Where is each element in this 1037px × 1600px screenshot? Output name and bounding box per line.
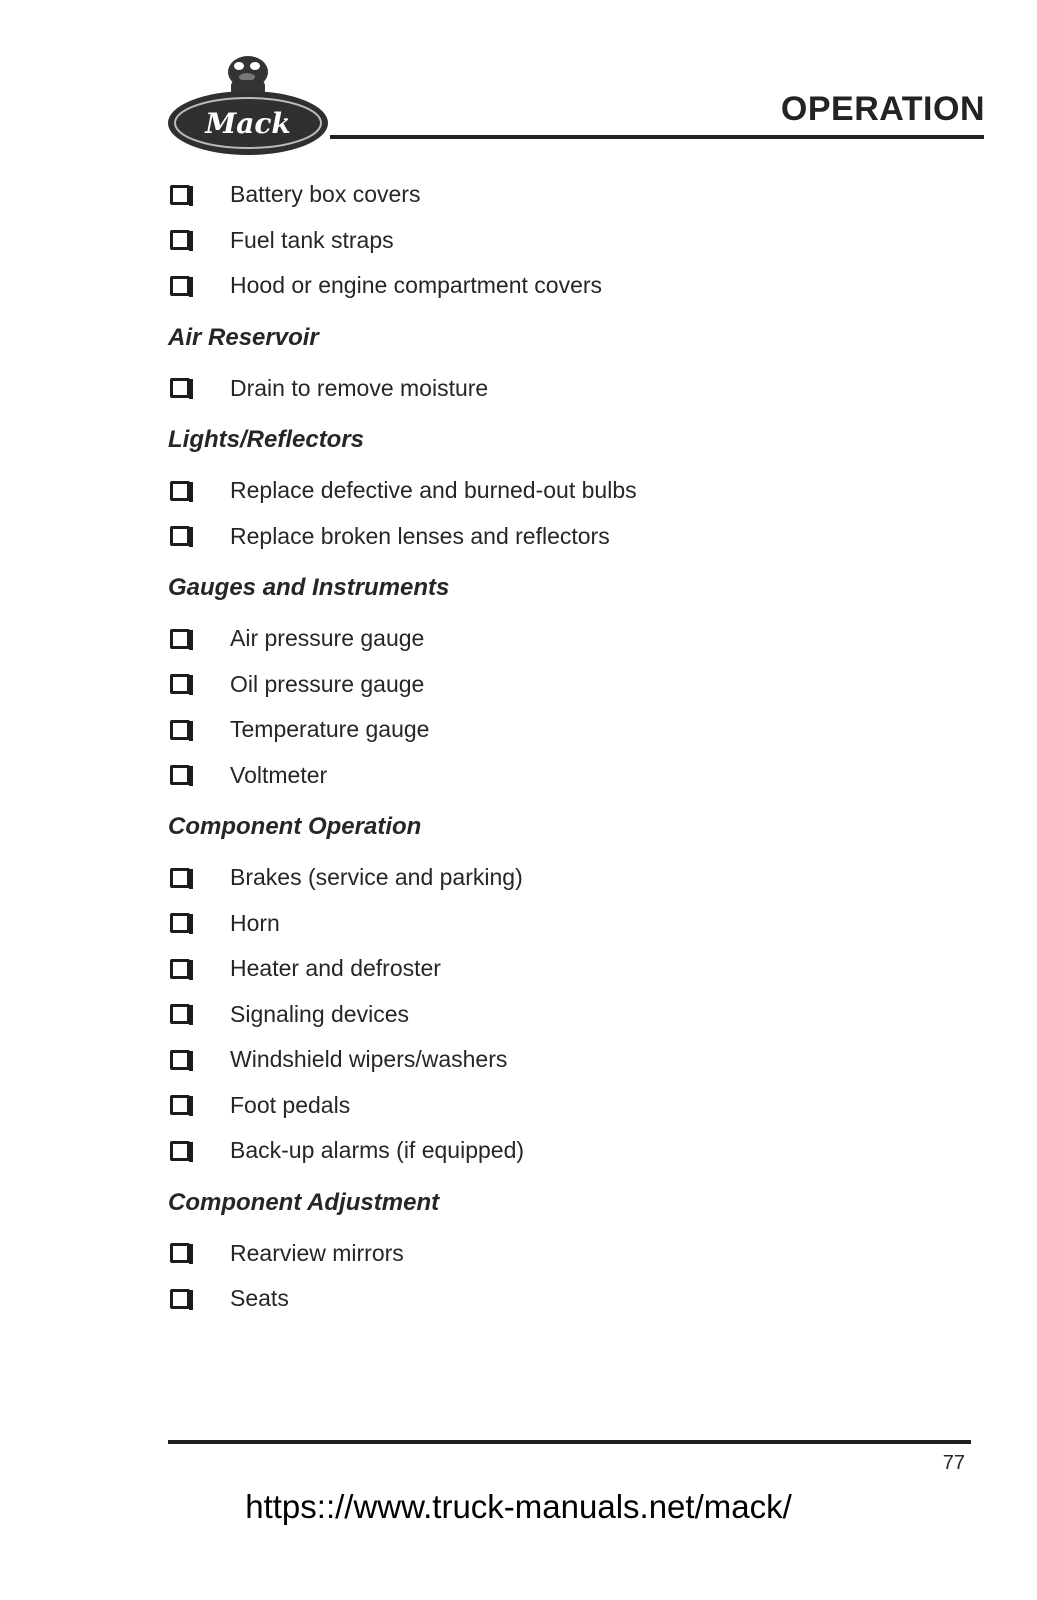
checklist-item — [168, 1276, 968, 1322]
page-number: 77 — [942, 1452, 965, 1474]
checklist-item — [168, 1231, 968, 1277]
checklist-item-label: Replace defective and burned-out bulbs — [230, 477, 637, 504]
checklist-item — [168, 366, 968, 412]
mack-logo — [163, 50, 333, 160]
checklist-item — [168, 514, 968, 560]
section-heading: Component Adjustment — [168, 1188, 440, 1216]
checklist-item — [168, 1083, 968, 1129]
checklist-item-label: Back-up alarms (if equipped) — [230, 1137, 525, 1164]
checkbox-icon[interactable] — [170, 1243, 190, 1263]
checkbox-icon[interactable] — [170, 1004, 190, 1024]
checkbox-icon[interactable] — [170, 1050, 190, 1070]
checkbox-icon[interactable] — [170, 959, 190, 979]
checkbox-icon[interactable] — [170, 378, 190, 398]
checklist-item — [168, 263, 968, 309]
checklist-item — [168, 707, 968, 753]
source-url: https:://www.truck-manuals.net/mack/ — [245, 1488, 792, 1525]
checklist-item-label: Oil pressure gauge — [230, 670, 425, 697]
checklist-item — [168, 468, 968, 514]
checklist-item — [168, 616, 968, 662]
checklist-item-label: Voltmeter — [230, 761, 328, 788]
footer-divider — [168, 1440, 971, 1444]
header-divider — [330, 135, 984, 139]
bulldog-icon — [228, 56, 268, 96]
checkbox-icon[interactable] — [170, 481, 190, 501]
section-heading: Lights/Reflectors — [168, 426, 365, 453]
logo-text: Mack — [205, 107, 291, 140]
checklist-item-label: Foot pedals — [230, 1091, 351, 1118]
checklist-item-label: Battery box covers — [230, 181, 421, 208]
checklist-item — [168, 992, 968, 1038]
checkbox-icon[interactable] — [170, 185, 190, 205]
checkbox-icon[interactable] — [170, 674, 190, 694]
checkbox-icon[interactable] — [170, 230, 190, 250]
checklist-item-label: Heater and defroster — [230, 955, 441, 982]
checklist-item-label: Replace broken lenses and reflectors — [230, 522, 610, 549]
checklist-item-label: Horn — [230, 909, 280, 936]
checklist-item — [168, 753, 968, 799]
checklist-item-label: Air pressure gauge — [230, 625, 425, 652]
checklist-item-label: Signaling devices — [230, 1000, 410, 1027]
checkbox-icon[interactable] — [170, 526, 190, 546]
checkbox-icon[interactable] — [170, 629, 190, 649]
section-heading: Component Operation — [168, 813, 422, 840]
checklist-item — [168, 1037, 968, 1083]
checkbox-icon[interactable] — [170, 1289, 190, 1309]
section-heading: Gauges and Instruments — [168, 574, 450, 601]
checklist-item-label: Temperature gauge — [230, 716, 430, 743]
checklist-item — [168, 662, 968, 708]
checklist — [168, 172, 968, 1322]
checkbox-icon[interactable] — [170, 765, 190, 785]
checklist-item-label: Brakes (service and parking) — [230, 864, 523, 891]
checklist-item — [168, 901, 968, 947]
checklist-item-label: Windshield wipers/washers — [230, 1046, 508, 1073]
checklist-item — [168, 1128, 968, 1174]
checklist-item-label: Drain to remove moisture — [230, 374, 489, 401]
checklist-item — [168, 218, 968, 264]
section-heading: Air Reservoir — [168, 323, 319, 351]
checklist-item — [168, 172, 968, 218]
page-title: OPERATION — [780, 90, 985, 128]
checklist-item-label: Seats — [230, 1285, 289, 1312]
checkbox-icon[interactable] — [170, 1141, 190, 1161]
checklist-item — [168, 946, 968, 992]
checkbox-icon[interactable] — [170, 720, 190, 740]
checkbox-icon[interactable] — [170, 868, 190, 888]
checkbox-icon[interactable] — [170, 913, 190, 933]
checklist-item-label: Rearview mirrors — [230, 1239, 404, 1266]
checklist-item-label: Hood or engine compartment covers — [230, 272, 603, 299]
checklist-item — [168, 855, 968, 901]
checkbox-icon[interactable] — [170, 276, 190, 296]
checklist-item-label: Fuel tank straps — [230, 226, 394, 253]
checkbox-icon[interactable] — [170, 1095, 190, 1115]
